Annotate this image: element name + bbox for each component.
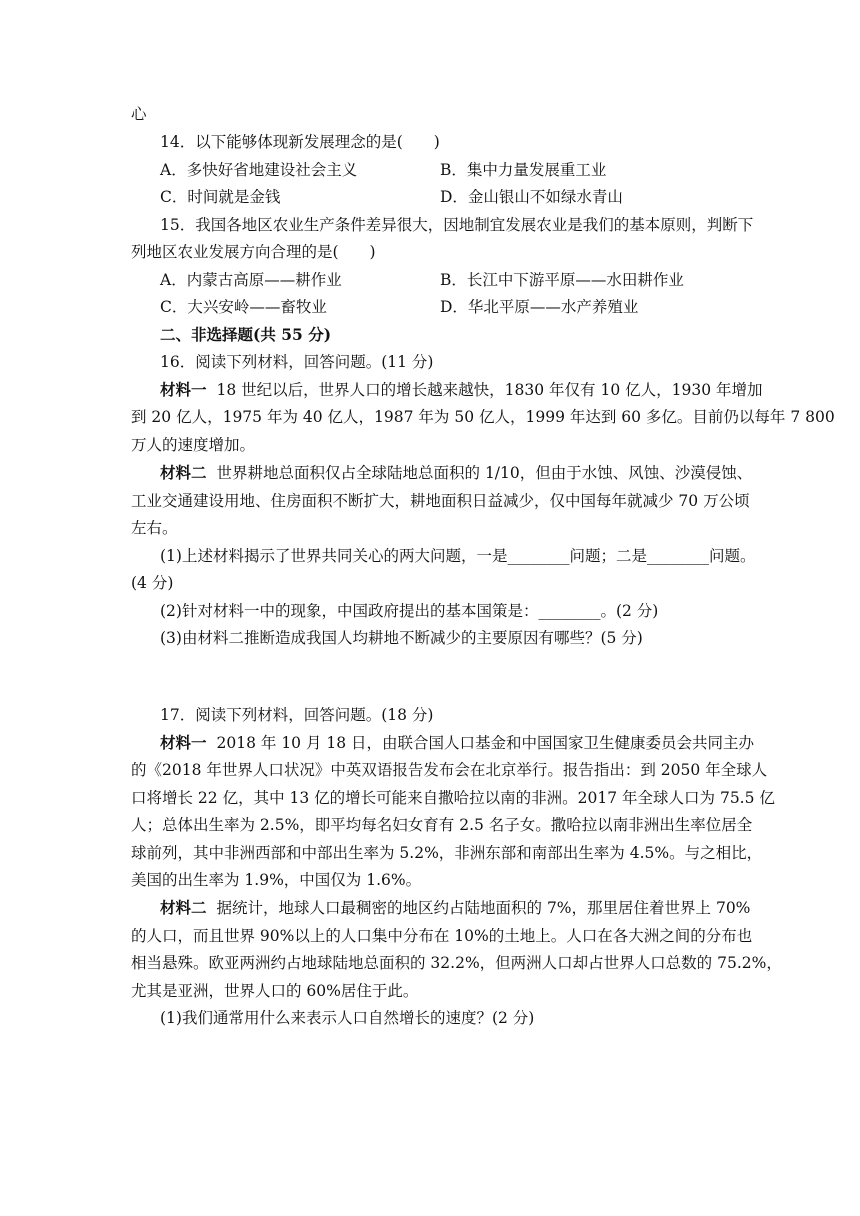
material-label: 材料一 [160, 733, 207, 752]
text-line: 心 [131, 105, 147, 123]
material-2-line: 工业交通建设用地、住房面积不断扩大，耕地面积日益减少，仅中国每年就减少 70 万公顷 [131, 492, 750, 510]
sub-question-1: (1)我们通常用什么来表示人口自然增长的速度？(2 分) [160, 1009, 535, 1027]
section-heading: 二、非选择题(共 55 分) [160, 325, 332, 344]
option-b: B．长江中下游平原——水田耕作业 [440, 271, 684, 289]
material-text: 据统计，地球人口最稠密的地区约占陆地面积的 7%，那里居住着世界上 70% [216, 899, 751, 917]
material-1-line: 的《2018 年世界人口状况》中英双语报告发布会在北京举行。报告指出：到 2050 年全球人 [131, 761, 768, 779]
material-2-line: 左右。 [131, 519, 178, 537]
material-1-line: 球前列，其中非洲西部和中部出生率为 5.2%，非洲东部和南部出生率为 4.5%。与之相比， [131, 844, 763, 862]
sub-question-1-score: (4 分) [131, 574, 174, 592]
material-1-line: 口将增长 22 亿，其中 13 亿的增长可能来自撒哈拉以南的非洲。2017 年全球人口为 75.5 亿 [131, 789, 775, 807]
material-1-line: 万人的速度增加。 [131, 436, 256, 454]
material-text: 世界耕地总面积仅占全球陆地总面积的 1/10，但由于水蚀、风蚀、沙漠侵蚀、 [216, 464, 753, 482]
material-label: 材料二 [160, 463, 207, 482]
option-d: D．华北平原——水产养殖业 [440, 298, 639, 316]
material-1-line: 人；总体出生率为 2.5%，即平均每名妇女育有 2.5 名子女。撒哈拉以南非洲出生率位居全 [131, 816, 753, 834]
material-1-line: 到 20 亿人，1975 年为 40 亿人，1987 年为 50 亿人，1999 年达到 60 多亿。目前仍以每年 7 800 [131, 408, 835, 426]
question-15: 15．我国各地区农业生产条件差异很大，因地制宜发展农业是我们的基本原则，判断下 [160, 216, 754, 234]
option-b: B．集中力量发展重工业 [440, 161, 607, 179]
question-16: 16．阅读下列材料，回答问题。(11 分) [160, 353, 434, 371]
material-1-line [160, 733, 755, 753]
material-text: 2018 年 10 月 18 日，由联合国人口基金和中国国家卫生健康委员会共同主办 [216, 734, 755, 752]
material-2-line: 的人口，而且世界 90%以上的人口集中分布在 10%的土地上。人口在各大洲之间的分布也 [131, 927, 753, 945]
material-1-line [160, 380, 763, 400]
question-15-cont: 列地区农业发展方向合理的是( ) [131, 243, 376, 261]
material-label: 材料二 [160, 898, 207, 917]
sub-question-2: (2)针对材料一中的现象，中国政府提出的基本国策是：________。(2 分) [160, 602, 659, 620]
option-a: A．内蒙古高原——耕作业 [160, 271, 342, 289]
sub-question-1: (1)上述材料揭示了世界共同关心的两大问题，一是________问题；二是________问题。 [160, 547, 756, 565]
material-2-line [160, 898, 751, 918]
material-label: 材料一 [160, 380, 207, 399]
option-a: A．多快好省地建设社会主义 [160, 161, 358, 179]
material-1-line: 美国的出生率为 1.9%，中国仅为 1.6%。 [131, 871, 422, 889]
question-14: 14．以下能够体现新发展理念的是( ) [160, 133, 440, 151]
material-2-line: 相当悬殊。欧亚两洲约占地球陆地总面积的 32.2%，但两洲人口却占世界人口总数的 75.2%， [131, 954, 782, 972]
option-c: C．大兴安岭——畜牧业 [160, 298, 327, 316]
option-c: C．时间就是金钱 [160, 188, 281, 206]
material-2-line: 尤其是亚洲，世界人口的 60%居住于此。 [131, 982, 419, 1000]
sub-question-3: (3)由材料二推断造成我国人均耕地不断减少的主要原因有哪些？(5 分) [160, 629, 643, 647]
option-d: D．金山银山不如绿水青山 [440, 188, 623, 206]
question-17: 17．阅读下列材料，回答问题。(18 分) [160, 706, 434, 724]
material-text: 18 世纪以后，世界人口的增长越来越快，1830 年仅有 10 亿人，1930 年增加 [216, 381, 763, 399]
material-2-line [160, 463, 753, 483]
